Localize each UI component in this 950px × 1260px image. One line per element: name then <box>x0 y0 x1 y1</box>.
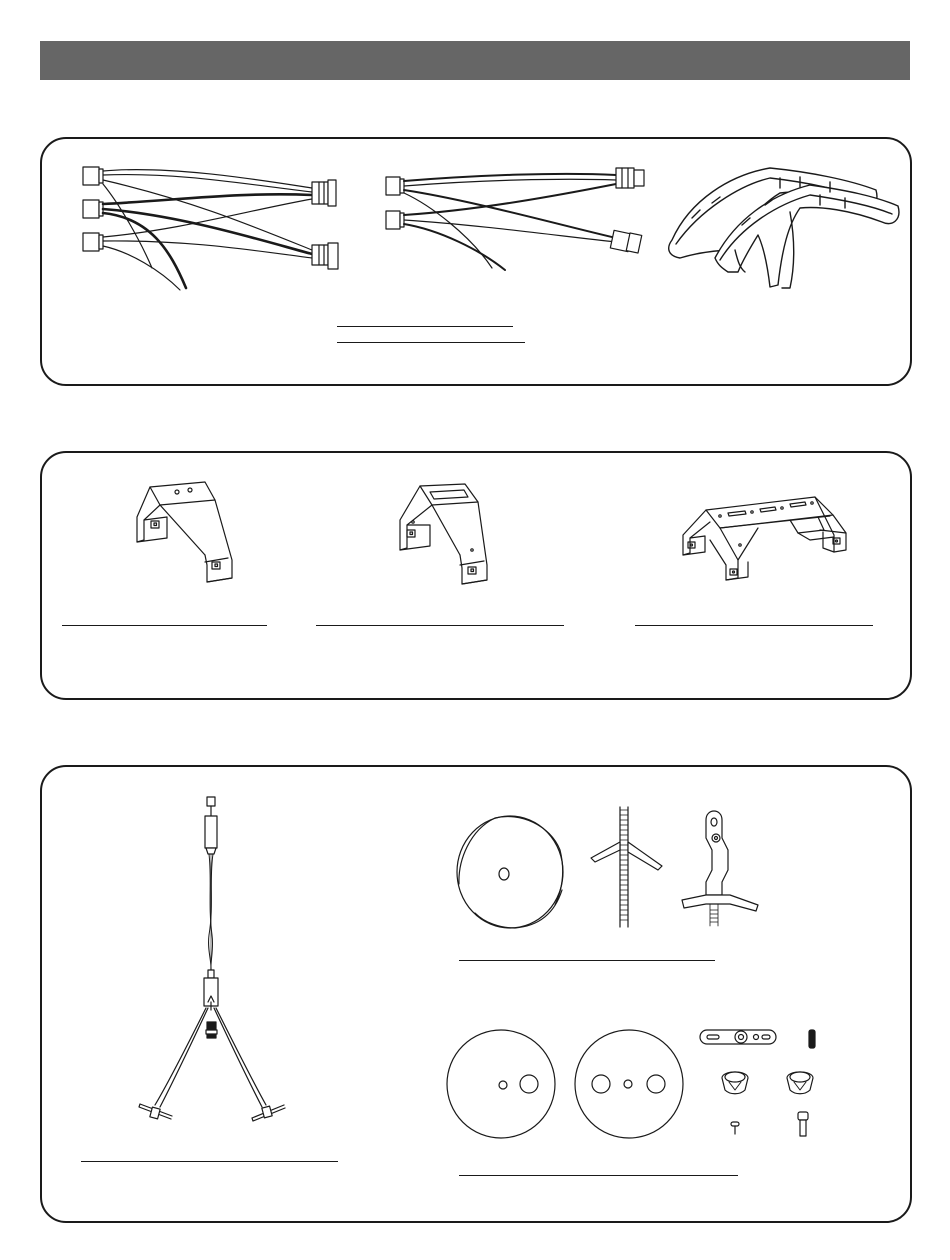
small-mounting-bracket-illustration <box>137 482 232 582</box>
cradle-support-illustration <box>669 168 899 288</box>
slotted-mounting-bracket-illustration <box>400 484 487 584</box>
aircraft-cable-suspension-kit-illustration <box>139 797 285 1121</box>
canopy-plate-kit-illustration <box>447 1030 815 1138</box>
three-way-wire-harness-illustration <box>83 167 338 290</box>
large-h-mounting-bracket-illustration <box>683 497 846 580</box>
canopy-and-toggle-bolt-illustration <box>457 807 758 928</box>
two-way-wire-harness-illustration <box>386 168 644 270</box>
